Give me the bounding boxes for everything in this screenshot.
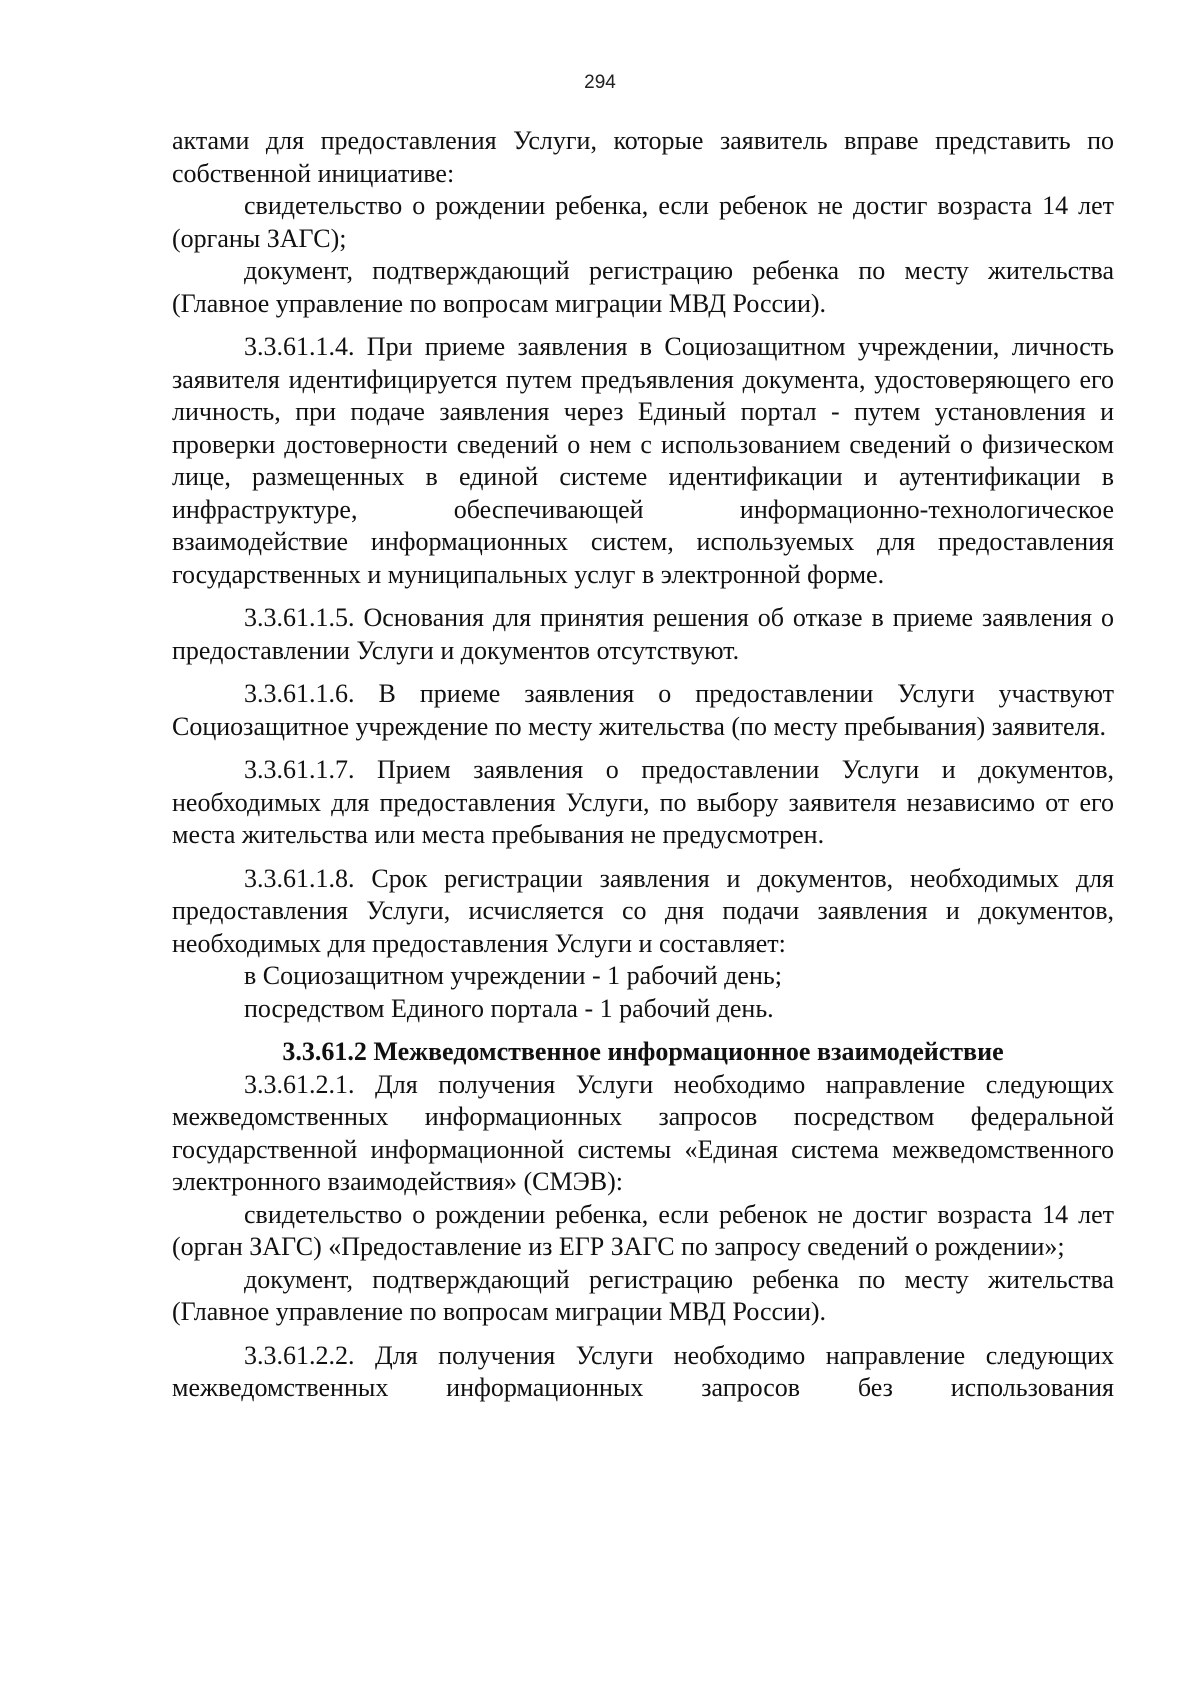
- paragraph-birth-certificate: свидетельство о рождении ребенка, если ребенок не достиг возраста 14 лет (органы ЗАГС);: [172, 191, 1114, 253]
- paragraph-term-institution: в Социозащитном учреждении - 1 рабочий день;: [244, 961, 782, 990]
- paragraph-documents-intro: актами для предоставления Услуги, которые заявитель вправе представить по собственной инициативе:: [172, 126, 1114, 188]
- paragraph-3-3-61-1-6: 3.3.61.1.6. В приеме заявления о предоставлении Услуги участвуют Социозащитное учреждение по месту жительства (по месту пребывания) заявителя.: [172, 679, 1114, 741]
- paragraph-3-3-61-2-2: 3.3.61.2.2. Для получения Услуги необходимо направление следующих межведомственных информационных запросов без использования: [172, 1340, 1114, 1402]
- paragraph-3-3-61-2-1: 3.3.61.2.1. Для получения Услуги необходимо направление следующих межведомственных информационных запросов посредством федеральной государственной информационной системы «Единая система межведомственного электронного взаимодействия» (СМЭВ):: [172, 1069, 1114, 1196]
- paragraph-3-3-61-1-7: 3.3.61.1.7. Прием заявления о предоставлении Услуги и документов, необходимых для предоставления Услуги, по выбору заявителя независимо от его места жительства или места пребывания не предусмотрен.: [172, 755, 1114, 849]
- document-body: [172, 125, 1114, 1437]
- paragraph-3-3-61-1-5: 3.3.61.1.5. Основания для принятия решения об отказе в приеме заявления о предоставлении Услуги и документов отсутствуют.: [172, 603, 1114, 665]
- section-heading: 3.3.61.2 Межведомственное информационное взаимодействие: [282, 1037, 1004, 1066]
- paragraph-3-3-61-1-8: 3.3.61.1.8. Срок регистрации заявления и документов, необходимых для предоставления Услуги, исчисляется со дня подачи заявления и документов, необходимых для предоставления Услуги и составляет:: [172, 863, 1114, 958]
- paragraph-3-3-61-1-4: 3.3.61.1.4. При приеме заявления в Социозащитном учреждении, личность заявителя идентифицируется путем предъявления документа, удостоверяющего его личность, при подаче заявления через Единый портал - путем установления и проверки достоверности сведений о нем с использованием сведений о физическом лице, размещенных в единой системе идентификации и аутентификации в инфраструктуре, обеспечивающей информационно-технологическое взаимодействие информационных систем, используемых для предоставления государственных и муниципальных услуг в электронной форме.: [172, 332, 1114, 589]
- page-number: 294: [584, 72, 616, 93]
- paragraph-registration-request: документ, подтверждающий регистрацию ребенка по месту жительства (Главное управление по вопросам миграции МВД России).: [172, 1264, 1114, 1326]
- paragraph-registration-document: документ, подтверждающий регистрацию ребенка по месту жительства (Главное управление по вопросам миграции МВД России).: [172, 256, 1114, 318]
- paragraph-term-portal: посредством Единого портала - 1 рабочий день.: [244, 993, 774, 1023]
- paragraph-birth-certificate-request: свидетельство о рождении ребенка, если ребенок не достиг возраста 14 лет (орган ЗАГС) «Предоставление из ЕГР ЗАГС по запросу сведений о рождении»;: [172, 1199, 1114, 1261]
